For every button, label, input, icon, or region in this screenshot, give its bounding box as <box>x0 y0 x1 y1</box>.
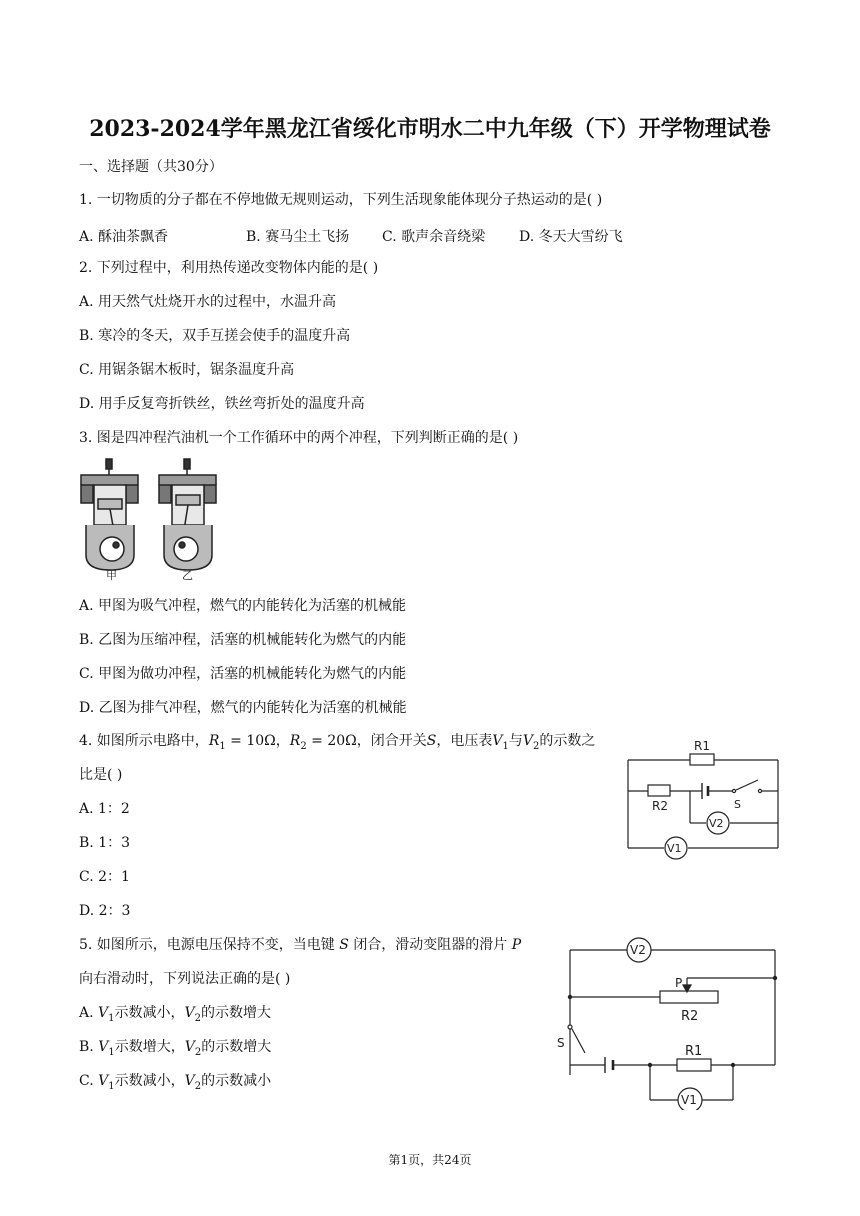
q4-circuit-r2: R2 <box>652 799 668 813</box>
q5-r1-resistor <box>677 1059 711 1071</box>
engine-figure <box>76 455 226 585</box>
q2-option-b: B. 寒冷的冬天，双手互搓会使手的温度升高 <box>79 328 351 344</box>
q4-r2-resistor <box>648 785 670 796</box>
q4-circuit-r1: R1 <box>694 739 710 753</box>
page-footer: 第1页，共24页 <box>388 1153 472 1167</box>
engine-yi <box>159 459 216 582</box>
q4-end: 的示数之 <box>539 733 596 749</box>
q4-r2-val: = 20Ω，闭合开关 <box>306 733 427 749</box>
q1-option-d: D. 冬天大雪纷飞 <box>519 229 623 245</box>
q4-stem-line2: 比是( ) <box>79 767 123 783</box>
q5-stem-line2: 向右滑动时，下列说法正确的是( ) <box>79 971 291 987</box>
q4-and: 与 <box>508 733 523 749</box>
q4-circuit-v2: V2 <box>709 817 724 830</box>
q4-r1-resistor <box>690 754 714 765</box>
q5-p: P <box>511 937 522 953</box>
engine-jia <box>81 459 138 582</box>
q5-circuit-r2: R2 <box>681 1009 699 1024</box>
q5-circuit-v1: V1 <box>681 1093 697 1107</box>
q4-option-d: D. 2：3 <box>79 903 131 919</box>
q4-r1: R <box>208 733 220 749</box>
q3-stem: 3. 图是四冲程汽油机一个工作循环中的两个冲程，下列判断正确的是( ) <box>79 430 519 446</box>
q4-option-c: C. 2：1 <box>79 869 130 885</box>
q4-circuit-v1: V1 <box>667 842 682 855</box>
q5-circuit <box>555 935 795 1110</box>
q4-circuit-s: S <box>734 798 741 811</box>
q4-mid: ，电压表 <box>436 733 493 749</box>
q5-circuit-s: S <box>557 1036 565 1050</box>
q1-option-b: B. 赛马尘土飞扬 <box>246 229 350 245</box>
q5-option-a: A. $V_1$示数减小，$V_2$的示数增大 <box>79 1005 272 1024</box>
q1-option-a: A. 酥油茶飘香 <box>79 229 169 245</box>
q5-option-b: B. $V_1$示数增大，$V_2$的示数增大 <box>79 1039 272 1058</box>
q4-v1-sub: 1 <box>502 740 509 752</box>
q1-stem: 1. 一切物质的分子都在不停地做无规则运动，下列生活现象能体现分子热运动的是( ) <box>79 192 603 208</box>
q1-option-c: C. 歌声余音绕梁 <box>382 229 486 245</box>
q4-option-b: B. 1：3 <box>79 835 131 851</box>
q4-r1-val: = 10Ω， <box>225 733 290 749</box>
q3-option-c: C. 甲图为做功冲程，活塞的机械能转化为燃气的内能 <box>79 666 407 682</box>
q5-stem-part2: 闭合，滑动变阻器的滑片 <box>353 937 508 953</box>
q4-r2: R <box>289 733 301 749</box>
q4-s: S <box>426 733 437 749</box>
q5-option-c: C. $V_1$示数减小，$V_2$的示数减小 <box>79 1073 272 1092</box>
q3-option-a: A. 甲图为吸气冲程，燃气的内能转化为活塞的机械能 <box>79 598 407 614</box>
q5-r2-rheostat <box>660 991 718 1003</box>
q4-circuit <box>620 730 790 860</box>
q2-stem: 2. 下列过程中，利用热传递改变物体内能的是( ) <box>79 260 379 276</box>
q2-option-c: C. 用锯条锯木板时，锯条温度升高 <box>79 362 295 378</box>
q3-option-d: D. 乙图为排气冲程，燃气的内能转化为活塞的机械能 <box>79 700 407 716</box>
q4-stem <box>79 731 595 757</box>
q4-option-a: A. 1：2 <box>79 801 130 817</box>
page-title: 2023-2024学年黑龙江省绥化市明水二中九年级（下）开学物理试卷 <box>89 116 771 142</box>
engine-label-yi: 乙 <box>182 569 193 582</box>
q4-stem-part1: 4. 如图所示电路中， <box>79 733 209 749</box>
q5-s: S <box>339 937 349 953</box>
q5-circuit-v2: V2 <box>630 943 646 957</box>
q4-v1: V <box>492 733 503 749</box>
q5-circuit-p: P <box>675 976 683 990</box>
q4-v2: V <box>522 733 533 749</box>
q5-stem-part1: 5. 如图所示，电源电压保持不变，当电键 <box>79 937 335 953</box>
q5-circuit-r1: R1 <box>685 1044 703 1059</box>
section-heading: 一、选择题（共30分） <box>79 159 223 175</box>
q3-option-b: B. 乙图为压缩冲程，活塞的机械能转化为燃气的内能 <box>79 632 407 648</box>
q2-option-d: D. 用手反复弯折铁丝，铁丝弯折处的温度升高 <box>79 396 365 412</box>
q5-stem <box>79 935 521 955</box>
q4-r1-sub: 1 <box>219 740 226 752</box>
q4-r2-sub: 2 <box>300 740 307 752</box>
q2-option-a: A. 用天然气灶烧开水的过程中，水温升高 <box>79 294 337 310</box>
q4-v2-sub: 2 <box>533 740 540 752</box>
engine-label-jia: 甲 <box>106 569 117 582</box>
